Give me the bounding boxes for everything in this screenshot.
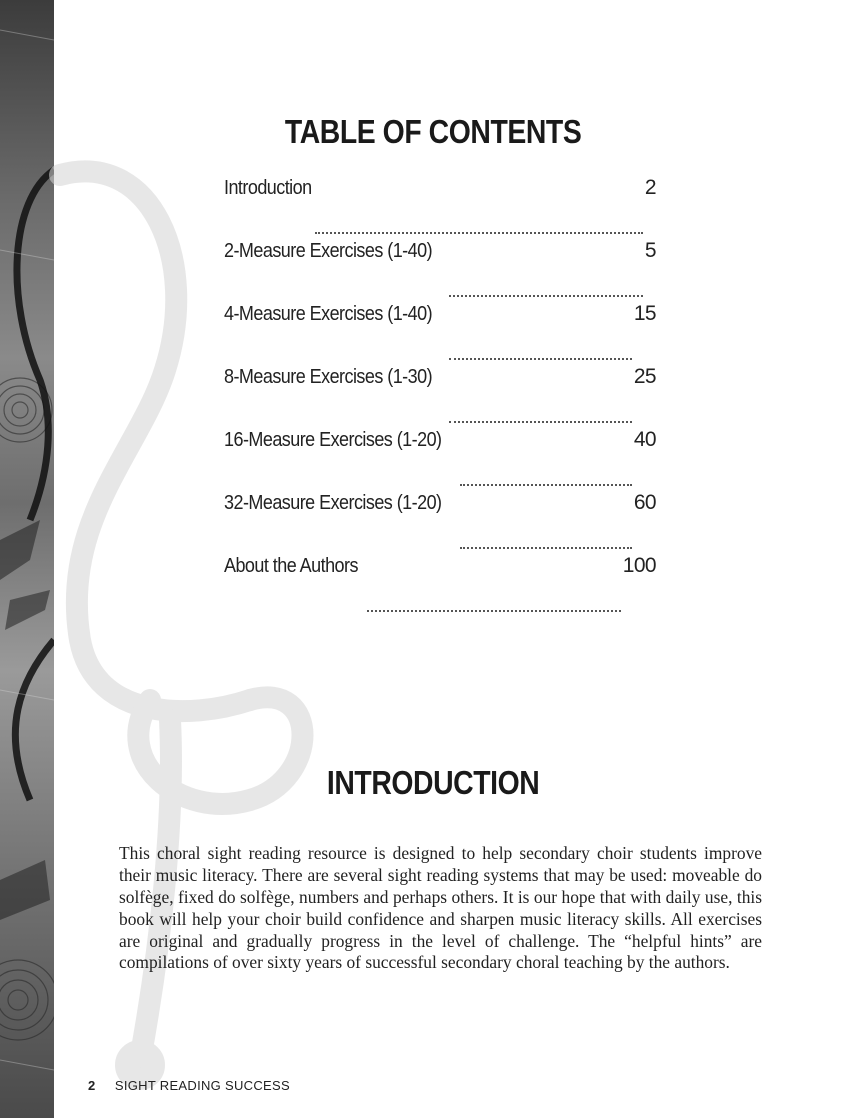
toc-leader-dots bbox=[315, 231, 643, 234]
decorative-sidebar bbox=[0, 0, 54, 1118]
running-title: SIGHT READING SUCCESS bbox=[114, 1078, 290, 1093]
toc-leader-dots bbox=[449, 420, 632, 423]
toc-entry-page: 100 bbox=[622, 554, 656, 577]
toc-entry-label: About the Authors bbox=[224, 555, 358, 577]
introduction-paragraph: This choral sight reading resource is designed to help secondary choir students improve their music literacy. There are several sight reading systems that may be used: moveable do solfège, fixed do solfège, numbers and perhaps others. It is our hope that with daily use, this book will help your choir build confidence and sharpen music literacy skills. All exercises are original and gradually progress in the level of challenge. The “helpful hints” are compilations of over sixty years of successful secondary choral teaching by the authors. bbox=[119, 843, 762, 973]
toc-entry-page: 40 bbox=[633, 428, 656, 451]
toc-entry[interactable] bbox=[224, 302, 656, 365]
toc-leader-dots bbox=[449, 357, 632, 360]
toc-leader-dots bbox=[449, 294, 643, 297]
toc-entry-label: 2-Measure Exercises (1-40) bbox=[224, 240, 433, 262]
toc-entry-page: 5 bbox=[644, 239, 656, 262]
toc-entry-page: 60 bbox=[633, 491, 656, 514]
toc-entry-label: 8-Measure Exercises (1-30) bbox=[224, 366, 433, 388]
page-number: 2 bbox=[88, 1078, 96, 1093]
toc-entry[interactable] bbox=[224, 176, 656, 239]
toc-entry-label: 32-Measure Exercises (1-20) bbox=[224, 492, 442, 514]
toc-entry[interactable] bbox=[224, 428, 656, 491]
toc-entry-label: 4-Measure Exercises (1-40) bbox=[224, 303, 433, 325]
toc-entry[interactable] bbox=[224, 491, 656, 554]
toc-entry-page: 2 bbox=[644, 176, 656, 199]
toc-entry[interactable] bbox=[224, 554, 656, 617]
section-heading-introduction: INTRODUCTION bbox=[326, 764, 540, 801]
page-title: TABLE OF CONTENTS bbox=[284, 113, 582, 150]
sidebar-texture-icon bbox=[0, 0, 54, 1118]
toc-entry-page: 15 bbox=[633, 302, 656, 325]
toc-entry-label: Introduction bbox=[224, 177, 312, 199]
toc-entry[interactable] bbox=[224, 239, 656, 302]
toc-leader-dots bbox=[460, 546, 632, 549]
page-footer bbox=[88, 1078, 290, 1093]
table-of-contents bbox=[224, 176, 656, 617]
toc-entry[interactable] bbox=[224, 365, 656, 428]
toc-entry-page: 25 bbox=[633, 365, 656, 388]
toc-entry-label: 16-Measure Exercises (1-20) bbox=[224, 429, 442, 451]
toc-leader-dots bbox=[460, 483, 632, 486]
toc-leader-dots bbox=[367, 609, 621, 612]
